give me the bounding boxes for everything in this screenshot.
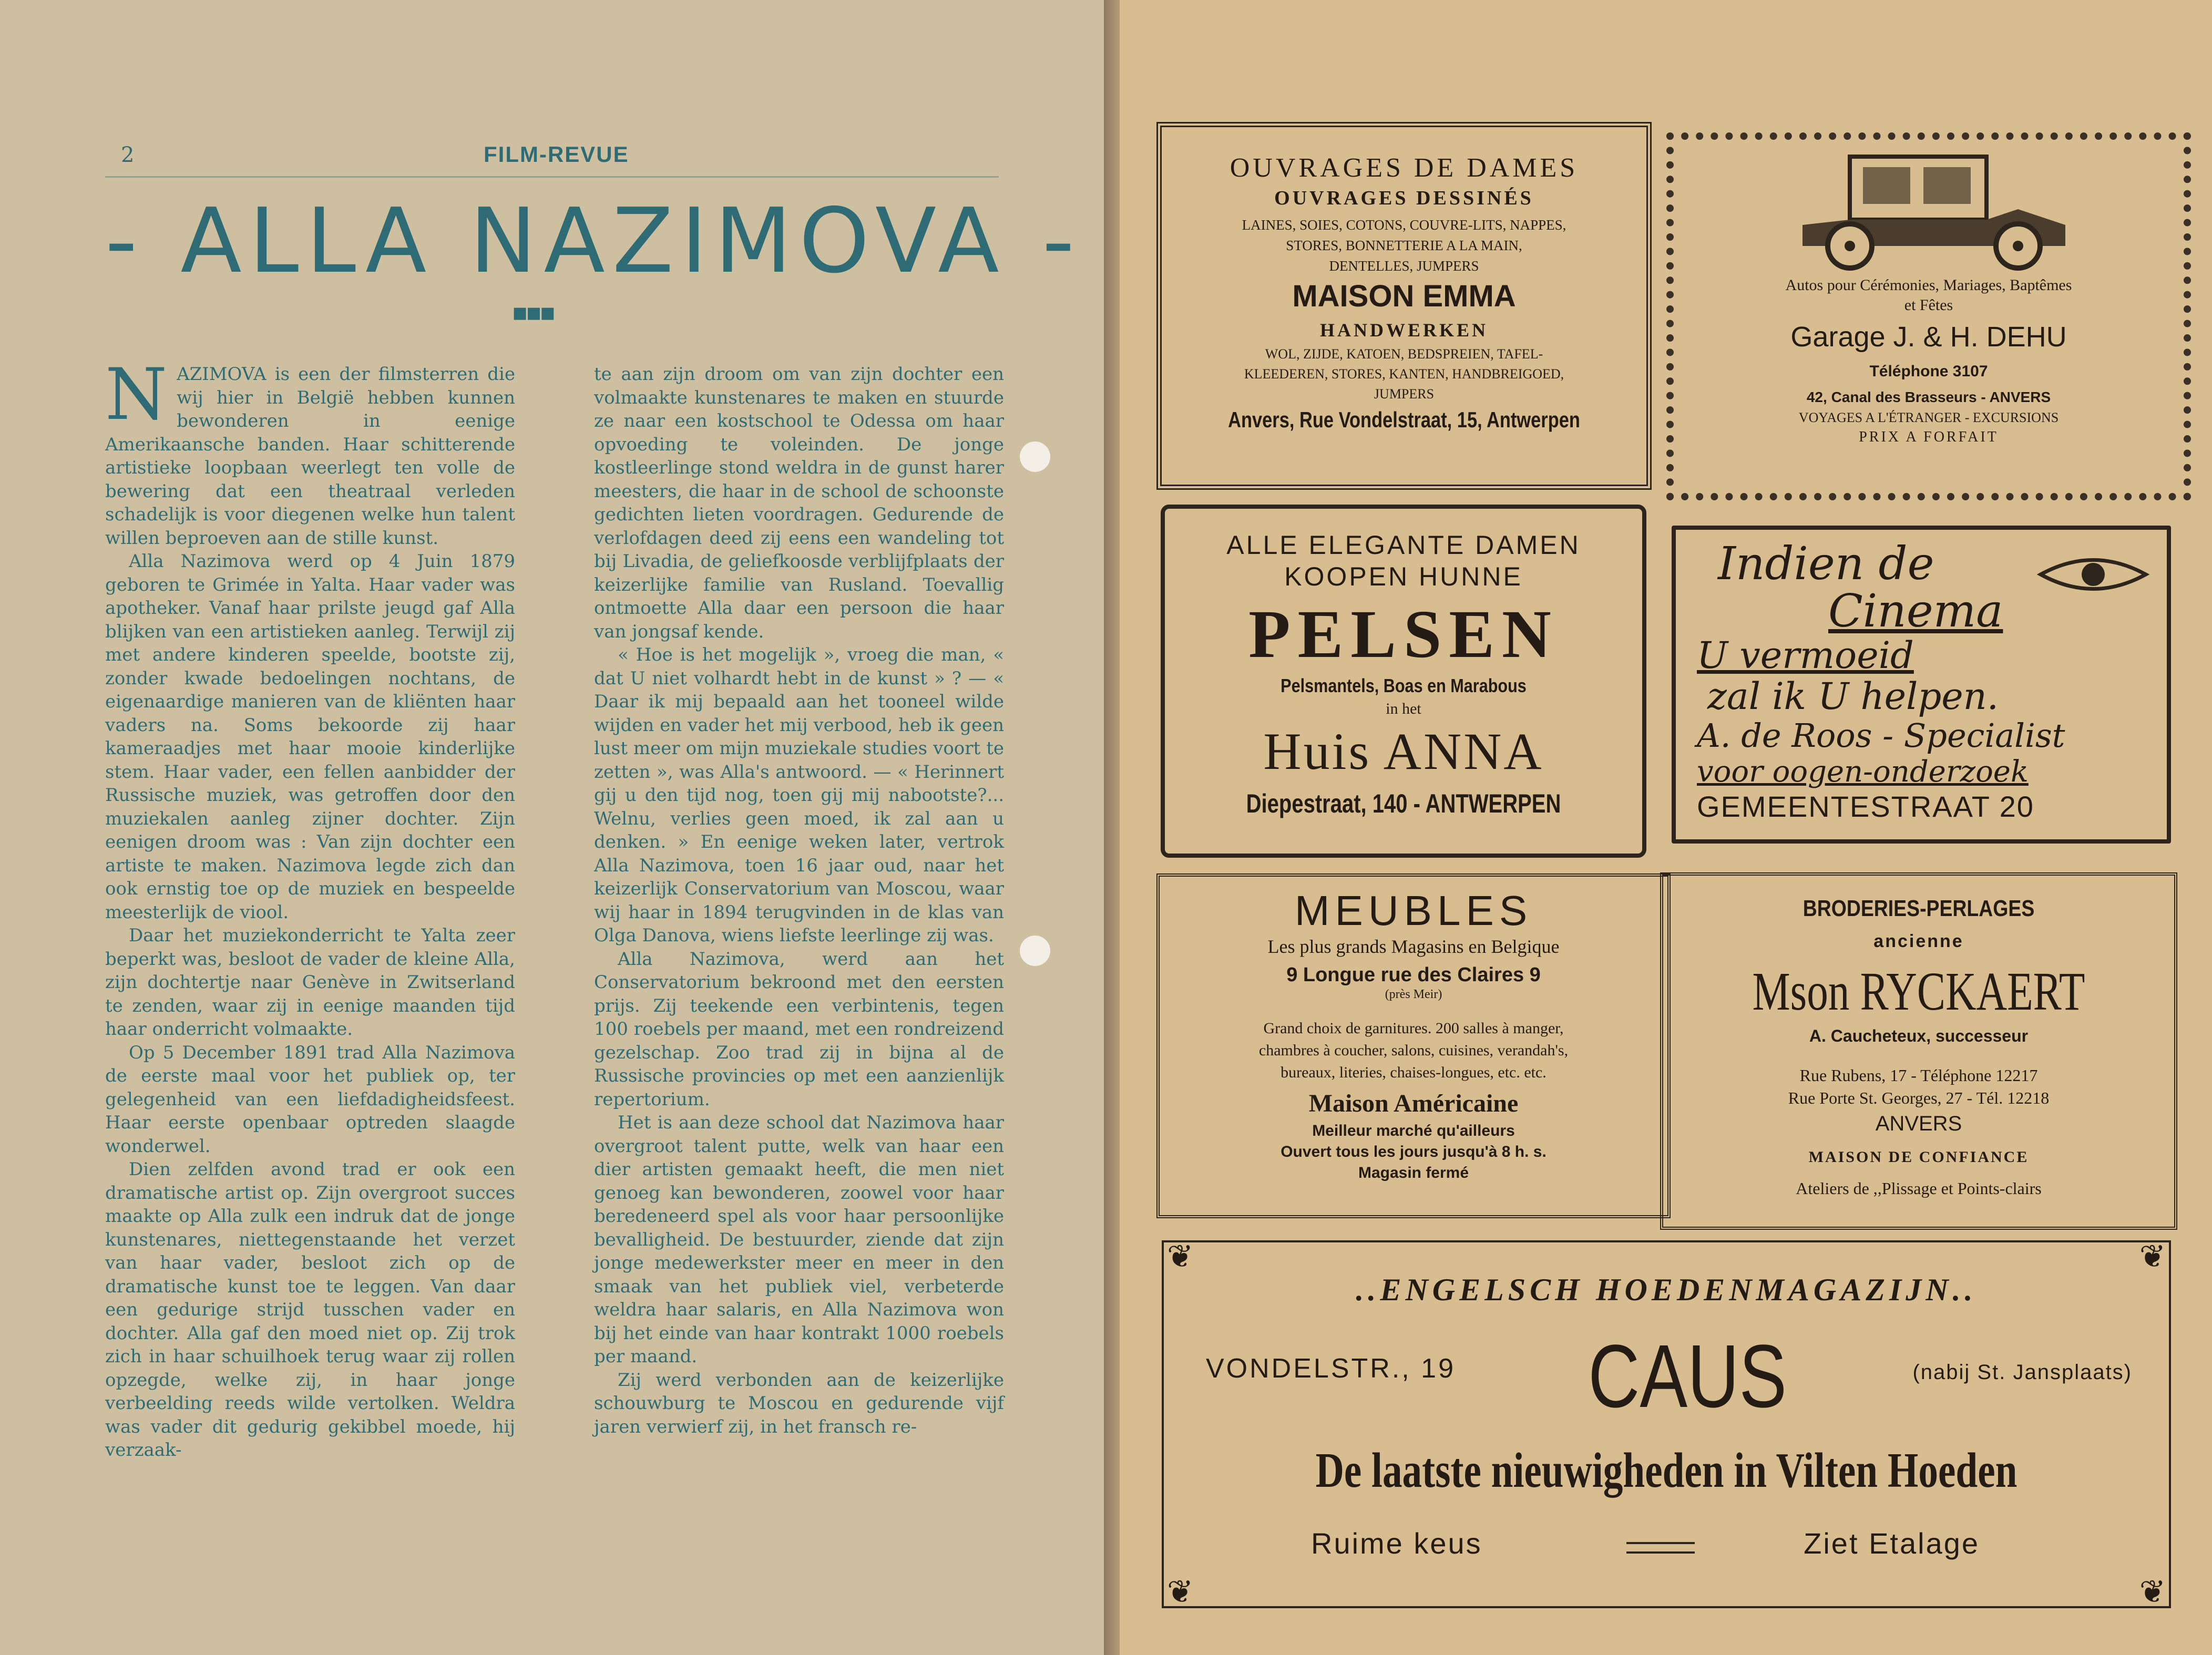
ad-text: OUVRAGES DESSINÉS bbox=[1274, 187, 1534, 209]
ad-headline: MEUBLES bbox=[1294, 887, 1533, 934]
ad-text: bureaux, literies, chaises-longues, etc. etc. bbox=[1281, 1064, 1547, 1081]
ad-text: HANDWERKEN bbox=[1319, 320, 1489, 341]
title-ornament: ■■■ bbox=[513, 304, 555, 322]
ad-address: VONDELSTR., 19 bbox=[1206, 1353, 1456, 1384]
binding-hole bbox=[1020, 936, 1050, 966]
ad-text: voor oogen-onderzoek bbox=[1697, 755, 2029, 789]
ad-text: De laatste nieuwigheden in Vilten Hoeden bbox=[1315, 1443, 2018, 1498]
ad-text: Ziet Etalage bbox=[1804, 1527, 1980, 1560]
ad-address: 42, Canal des Brasseurs - ANVERS bbox=[1806, 389, 2051, 405]
paragraph: Op 5 December 1891 trad Alla Nazimova de eerste maal voor het publiek op, ter gelegenheid van een liefdadigheidsfeest. Haar eerste openbaar optreden slaagde wonderwel. bbox=[105, 1042, 515, 1157]
ad-text: chambres à coucher, salons, cuisines, verandah's, bbox=[1258, 1042, 1569, 1059]
ad-shop-name: Huis ANNA bbox=[1263, 722, 1544, 780]
ad-text: Ruime keus bbox=[1311, 1527, 1482, 1560]
ad-text: WOL, ZIJDE, KATOEN, BEDSPREIEN, TAFEL- bbox=[1265, 346, 1543, 362]
ad-text: Indien de bbox=[1718, 538, 1934, 590]
ad-text: VOYAGES A L'ÉTRANGER - EXCURSIONS bbox=[1798, 410, 2059, 425]
ad-text: Meilleur marché qu'ailleurs bbox=[1312, 1122, 1515, 1139]
ad-text: Pelsmantels, Boas en Marabous bbox=[1281, 675, 1527, 696]
ad-huis-anna bbox=[1161, 505, 1646, 858]
corner-ornament-icon: ❦ bbox=[2139, 1239, 2166, 1274]
ad-address: (nabij St. Jansplaats) bbox=[1912, 1361, 2132, 1384]
header-rule bbox=[105, 176, 999, 178]
ad-shop-name: Mson RYCKAERT bbox=[1752, 961, 2085, 1022]
ad-text: ANVERS bbox=[1875, 1112, 1962, 1135]
ad-text: DENTELLES, JUMPERS bbox=[1329, 258, 1479, 274]
paragraph: Alla Nazimova werd op 4 Juin 1879 geboren te Grimée in Yalta. Haar vader was apotheker. Vanaf haar prilste jeugd gaf Alla blijken van een artistieken aanleg. Terwijl zij met andere kinderen speelde, bootste zij, zonder kwade bedoelingen nochtans, de eigenaardige manieren van de kliënten haar vaders na. Soms bekoorde zij haar kameraadjes met haar mooie kinderlijke stem. Haar vader, een fellen aanbidder der Russische muziek, was getroffen door den muziekalen aanleg zijner dochter. Zijn eenigen droom was : Van zijn dochter een artiste te maken. Nazimova legde zich dan ook ernstig toe op de muziek en bespeelde meesterlijk de viool. bbox=[105, 551, 515, 923]
paragraph: Alla Nazimova, werd aan het Conservatorium bekroond met den eersten prijs. Zij teekende een verbintenis, tegen 100 roebels per maand, met een rondreizend gezelschap. Zoo trad zij in bijna al de Russische provincies op met een aanzienlijk repertorium. bbox=[594, 948, 1004, 1110]
ad-address: Rue Rubens, 17 - Téléphone 12217 bbox=[1799, 1066, 2038, 1085]
ad-shop-name: MAISON EMMA bbox=[1292, 279, 1516, 313]
article-column-2 bbox=[594, 363, 1004, 1438]
ad-text: BRODERIES-PERLAGES bbox=[1803, 896, 2035, 921]
left-page bbox=[0, 0, 1104, 1655]
ad-text: A. de Roos - Specialist bbox=[1697, 716, 2065, 755]
ad-text: in het bbox=[1386, 700, 1421, 717]
ad-ryckaert bbox=[1660, 872, 2177, 1230]
ad-text: et Fêtes bbox=[1904, 296, 1953, 314]
ad-text: STORES, BONNETTERIE A LA MAIN, bbox=[1286, 238, 1522, 253]
paragraph: Het is aan deze school dat Nazimova haar overgroot talent putte, welk van haar een dier artisten gemaakt heeft, die men niet genoeg kan bewonderen, zoowel voor haar beredeneerd spel als voor haar persoonlijke bevalligheid. De bestuurder, ziende dat zijn jonge medewerkster meer en meer in den smaak van het publiek viel, verbeterde weldra haar salaris, en Alla Nazimova won bij het einde van haar kontrakt 1000 roebels per maand. bbox=[594, 1112, 1004, 1367]
ad-address: GEMEENTESTRAAT 20 bbox=[1697, 790, 2034, 823]
ad-headline: PELSEN bbox=[1248, 597, 1559, 672]
paragraph: Zij werd verbonden aan de keizerlijke schouwburg te Moscou en gedurende vijf jaren verwierf zij, in het fransch re- bbox=[594, 1369, 1004, 1437]
paragraph bbox=[105, 353, 515, 550]
page-number: 2 bbox=[121, 143, 135, 167]
ad-maison-emma bbox=[1156, 122, 1652, 490]
running-head: FILM-REVUE bbox=[484, 142, 629, 167]
ad-caus bbox=[1162, 1240, 2171, 1608]
corner-ornament-icon: ❦ bbox=[2139, 1575, 2166, 1609]
ad-text: Autos pour Cérémonies, Mariages, Baptêmes bbox=[1785, 276, 2072, 294]
ad-shop-name: CAUS bbox=[1588, 1327, 1787, 1426]
right-page bbox=[1120, 0, 2212, 1655]
ad-text: KOOPEN HUNNE bbox=[1284, 562, 1523, 591]
ad-text: Grand choix de garnitures. 200 salles à manger, bbox=[1263, 1020, 1564, 1037]
ad-address: Diepestraat, 140 - ANTWERPEN bbox=[1246, 789, 1561, 818]
ad-text: LAINES, SOIES, COTONS, COUVRE-LITS, NAPPES, bbox=[1242, 217, 1566, 233]
ad-meubles bbox=[1156, 873, 1671, 1218]
ad-shop-name: Garage J. & H. DEHU bbox=[1790, 321, 2067, 353]
ad-garage-dehu bbox=[1666, 132, 2191, 500]
car-icon bbox=[1771, 146, 2086, 272]
ad-text: (près Meir) bbox=[1385, 988, 1442, 1001]
paragraph-text: AZIMOVA is een der filmsterren die wij hier in België hebben kunnen bewonderen in eenige Amerikaansche banden. Haar schitterende artistieke loopbaan weerlegt ten volle de bewering dat een theatraal verleden schadelijk is voor diegenen welke hun talent willen beproeven aan de stille kunst. bbox=[105, 364, 515, 549]
ad-text: ancienne bbox=[1873, 931, 1964, 951]
ad-text: OUVRAGES DE DAMES bbox=[1230, 153, 1579, 183]
ad-text: MAISON DE CONFIANCE bbox=[1808, 1148, 2029, 1166]
paragraph: Daar het muziekonderricht te Yalta zeer beperkt was, besloot de vader de kleine Alla, zijn dochtertje naar Genève in Zwitserland te zenden, waar zij in eenige maanden tijd haar onderricht volmaakte. bbox=[105, 925, 515, 1040]
ad-text: PRIX A FORFAIT bbox=[1859, 429, 1999, 445]
ad-text: Cinema bbox=[1828, 585, 2003, 638]
ad-text: Les plus grands Magasins en Belgique bbox=[1267, 936, 1560, 957]
paragraph: Dien zelfden avond trad er ook een dramatische artist op. Zijn overgroot succes maakte op Alla zulk een indruk dat de jonge kunstenares, niettegenstaande het verzet van haar vader, besloot zich op de dramatische kunst toe te leggen. Van daar een gedurige strijd tusschen vader en dochter. Alla gaf den moed niet op. Zij trok zich in haar schuilhoek terug waar zij rollen opzegde, welke zij, in haar jonge verbeelding reeds wilde vertolken. Weldra was vader dit gedurig gekibbel moede, hij verzaak- bbox=[105, 1159, 515, 1461]
ad-de-roos bbox=[1672, 526, 2171, 844]
ad-address: 9 Longue rue des Claires 9 bbox=[1286, 964, 1541, 986]
corner-ornament-icon: ❦ bbox=[1167, 1575, 1194, 1609]
divider bbox=[1626, 1542, 1695, 1554]
drop-cap: N bbox=[105, 353, 168, 436]
ad-text: ALLE ELEGANTE DAMEN bbox=[1226, 530, 1581, 560]
article-column-1 bbox=[105, 353, 515, 1462]
ad-shop-name: Maison Américaine bbox=[1308, 1089, 1519, 1117]
ad-text: Magasin fermé bbox=[1358, 1164, 1469, 1181]
ad-text: Ouvert tous les jours jusqu'à 8 h. s. bbox=[1281, 1143, 1547, 1160]
page-gutter bbox=[1104, 0, 1120, 1655]
ad-text: Ateliers de ,,Plissage et Points-clairs bbox=[1796, 1179, 2042, 1198]
ad-address: Rue Porte St. Georges, 27 - Tél. 12218 bbox=[1788, 1088, 2050, 1107]
ad-address: Anvers, Rue Vondelstraat, 15, Antwerpen bbox=[1228, 407, 1580, 432]
ad-headline: ..ENGELSCH HOEDENMAGAZIJN.. bbox=[1356, 1272, 1977, 1307]
ad-text: KLEEDEREN, STORES, KANTEN, HANDBREIGOED, bbox=[1244, 366, 1564, 382]
eye-icon bbox=[2035, 551, 2151, 598]
ad-text: Téléphone 3107 bbox=[1869, 363, 1988, 380]
paragraph: « Hoe is het mogelijk », vroeg die man, « dat U niet volhardt hebt in de kunst » ? — « Daar ik mij bepaald aan het tooneel wilde wijden en vader het mij verbood, heb ik geen lust meer om mijn muziekale studies voort te zetten », was Alla's antwoord. — « Herinnert gij u den tijd nog, toen gij mij nabootste?... Welnu, verlies geen moed, ik zal aan u denken. » En eenige weken later, vertrok Alla Nazimova, toen 16 jaar oud, naar het keizerlijk Conservatorium van Moscou, waar wij haar in 1894 terugvinden in de klas van Olga Danova, wiens liefste leerlinge zij was. bbox=[594, 644, 1004, 946]
binding-hole bbox=[1020, 441, 1050, 472]
corner-ornament-icon: ❦ bbox=[1167, 1239, 1194, 1274]
ad-text: zal ik U helpen. bbox=[1707, 675, 1999, 718]
ad-text: JUMPERS bbox=[1374, 386, 1435, 402]
ad-text: A. Caucheteux, successeur bbox=[1809, 1026, 2029, 1045]
article-title: - ALLA NAZIMOVA - bbox=[105, 189, 1082, 293]
ad-text: U vermoeid bbox=[1697, 634, 1914, 677]
paragraph: te aan zijn droom om van zijn dochter een volmaakte kunstenares te maken en stuurde ze naar een kostschool te Odessa om haar opvoeding te voleinden. De jonge kostleerlinge stond weldra in de gunst harer meesters, die haar in de school de schoonste gedichten lieten voordragen. Gedurende de verlofdagen deed zij eens een wandeling tot bij Livadia, de geliefkoosde verblijfplaats der keizerlijke familie van Rusland. Toevallig ontmoette Alla daar een persoon die haar van jongsaf kende. bbox=[594, 364, 1004, 642]
